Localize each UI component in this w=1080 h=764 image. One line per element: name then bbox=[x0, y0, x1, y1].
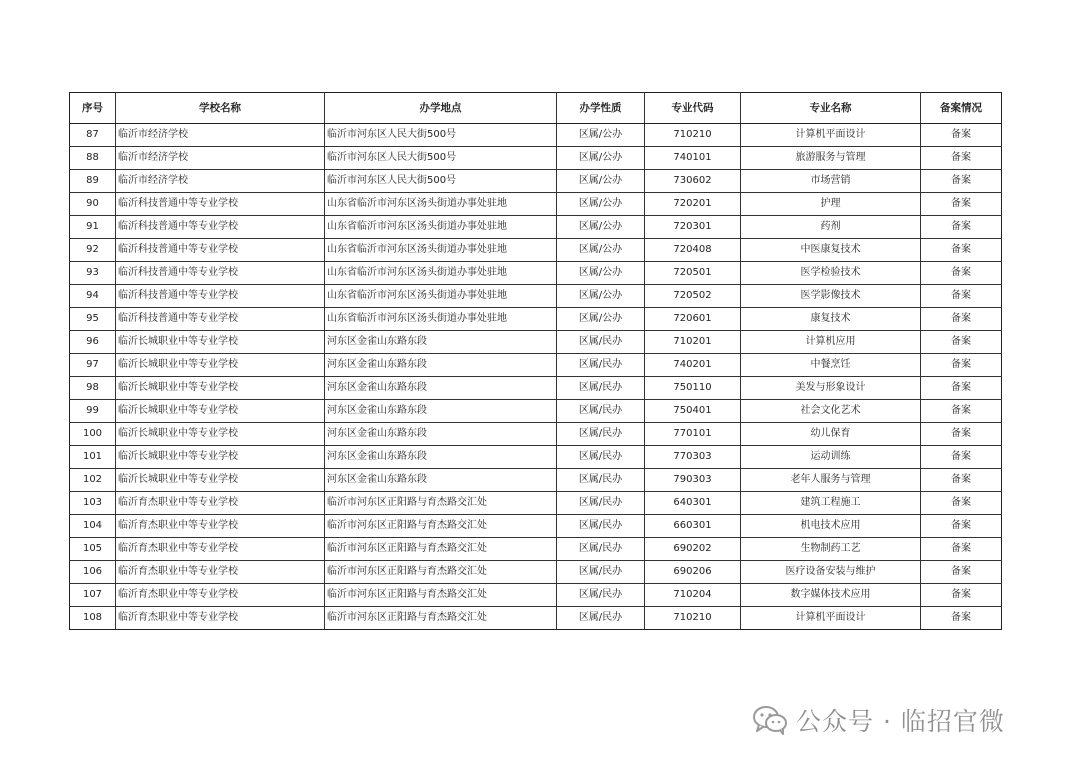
cell-location: 河东区金雀山东路东段 bbox=[325, 354, 557, 377]
cell-major-code: 720201 bbox=[645, 193, 741, 216]
cell-location: 山东省临沂市河东区汤头街道办事处驻地 bbox=[325, 239, 557, 262]
cell-location: 临沂市河东区正阳路与育杰路交汇处 bbox=[325, 515, 557, 538]
cell-major-code: 720501 bbox=[645, 262, 741, 285]
cell-school-name: 临沂长城职业中等专业学校 bbox=[116, 377, 325, 400]
cell-status: 备案 bbox=[921, 377, 1002, 400]
cell-status: 备案 bbox=[921, 400, 1002, 423]
cell-status: 备案 bbox=[921, 515, 1002, 538]
table-row bbox=[70, 584, 1002, 607]
cell-major-code: 720502 bbox=[645, 285, 741, 308]
cell-status: 备案 bbox=[921, 262, 1002, 285]
table-row bbox=[70, 216, 1002, 239]
cell-location: 临沂市河东区正阳路与育杰路交汇处 bbox=[325, 584, 557, 607]
table-row bbox=[70, 400, 1002, 423]
cell-status: 备案 bbox=[921, 607, 1002, 630]
cell-location: 临沂市河东区正阳路与育杰路交汇处 bbox=[325, 492, 557, 515]
cell-major-name: 运动训练 bbox=[741, 446, 921, 469]
table-body bbox=[70, 124, 1002, 630]
cell-status: 备案 bbox=[921, 216, 1002, 239]
cell-status: 备案 bbox=[921, 124, 1002, 147]
cell-location: 临沂市河东区人民大街500号 bbox=[325, 147, 557, 170]
table-row bbox=[70, 607, 1002, 630]
table-row bbox=[70, 124, 1002, 147]
cell-status: 备案 bbox=[921, 584, 1002, 607]
cell-status: 备案 bbox=[921, 285, 1002, 308]
cell-school-name: 临沂科技普通中等专业学校 bbox=[116, 239, 325, 262]
cell-major-code: 710210 bbox=[645, 607, 741, 630]
cell-location: 河东区金雀山东路东段 bbox=[325, 469, 557, 492]
cell-seq: 94 bbox=[70, 285, 116, 308]
cell-nature: 区属/民办 bbox=[557, 423, 645, 446]
cell-location: 临沂市河东区人民大街500号 bbox=[325, 170, 557, 193]
table-row bbox=[70, 193, 1002, 216]
cell-school-name: 临沂育杰职业中等专业学校 bbox=[116, 538, 325, 561]
cell-major-name: 医疗设备安装与维护 bbox=[741, 561, 921, 584]
cell-nature: 区属/民办 bbox=[557, 561, 645, 584]
cell-seq: 101 bbox=[70, 446, 116, 469]
table-row bbox=[70, 515, 1002, 538]
cell-seq: 106 bbox=[70, 561, 116, 584]
cell-school-name: 临沂育杰职业中等专业学校 bbox=[116, 515, 325, 538]
cell-seq: 100 bbox=[70, 423, 116, 446]
cell-school-name: 临沂科技普通中等专业学校 bbox=[116, 262, 325, 285]
cell-status: 备案 bbox=[921, 469, 1002, 492]
cell-nature: 区属/民办 bbox=[557, 538, 645, 561]
cell-major-name: 中餐烹饪 bbox=[741, 354, 921, 377]
header-seq: 序号 bbox=[70, 93, 116, 124]
header-school-name: 学校名称 bbox=[116, 93, 325, 124]
wechat-watermark bbox=[752, 700, 1005, 740]
cell-location: 山东省临沂市河东区汤头街道办事处驻地 bbox=[325, 216, 557, 239]
cell-major-code: 660301 bbox=[645, 515, 741, 538]
cell-major-name: 机电技术应用 bbox=[741, 515, 921, 538]
cell-major-name: 老年人服务与管理 bbox=[741, 469, 921, 492]
cell-seq: 102 bbox=[70, 469, 116, 492]
cell-status: 备案 bbox=[921, 170, 1002, 193]
cell-major-code: 770101 bbox=[645, 423, 741, 446]
cell-school-name: 临沂育杰职业中等专业学校 bbox=[116, 561, 325, 584]
cell-school-name: 临沂市经济学校 bbox=[116, 170, 325, 193]
cell-status: 备案 bbox=[921, 561, 1002, 584]
cell-major-code: 750401 bbox=[645, 400, 741, 423]
cell-school-name: 临沂长城职业中等专业学校 bbox=[116, 354, 325, 377]
table-row bbox=[70, 423, 1002, 446]
cell-major-name: 建筑工程施工 bbox=[741, 492, 921, 515]
cell-status: 备案 bbox=[921, 492, 1002, 515]
table-row bbox=[70, 538, 1002, 561]
cell-major-code: 720601 bbox=[645, 308, 741, 331]
cell-seq: 97 bbox=[70, 354, 116, 377]
cell-seq: 89 bbox=[70, 170, 116, 193]
cell-status: 备案 bbox=[921, 331, 1002, 354]
cell-major-code: 640301 bbox=[645, 492, 741, 515]
cell-status: 备案 bbox=[921, 423, 1002, 446]
cell-seq: 107 bbox=[70, 584, 116, 607]
cell-major-name: 数字媒体技术应用 bbox=[741, 584, 921, 607]
cell-nature: 区属/公办 bbox=[557, 285, 645, 308]
cell-major-name: 旅游服务与管理 bbox=[741, 147, 921, 170]
header-nature: 办学性质 bbox=[557, 93, 645, 124]
cell-seq: 93 bbox=[70, 262, 116, 285]
cell-major-code: 720408 bbox=[645, 239, 741, 262]
table-row bbox=[70, 354, 1002, 377]
cell-school-name: 临沂育杰职业中等专业学校 bbox=[116, 607, 325, 630]
cell-status: 备案 bbox=[921, 354, 1002, 377]
cell-seq: 108 bbox=[70, 607, 116, 630]
cell-major-code: 740201 bbox=[645, 354, 741, 377]
cell-major-name: 中医康复技术 bbox=[741, 239, 921, 262]
cell-school-name: 临沂科技普通中等专业学校 bbox=[116, 193, 325, 216]
cell-major-name: 药剂 bbox=[741, 216, 921, 239]
cell-location: 山东省临沂市河东区汤头街道办事处驻地 bbox=[325, 285, 557, 308]
cell-nature: 区属/民办 bbox=[557, 469, 645, 492]
cell-major-code: 730602 bbox=[645, 170, 741, 193]
cell-location: 河东区金雀山东路东段 bbox=[325, 423, 557, 446]
cell-nature: 区属/公办 bbox=[557, 262, 645, 285]
cell-seq: 92 bbox=[70, 239, 116, 262]
cell-major-code: 790303 bbox=[645, 469, 741, 492]
cell-school-name: 临沂育杰职业中等专业学校 bbox=[116, 584, 325, 607]
cell-major-name: 护理 bbox=[741, 193, 921, 216]
cell-school-name: 临沂长城职业中等专业学校 bbox=[116, 469, 325, 492]
cell-seq: 96 bbox=[70, 331, 116, 354]
table-row bbox=[70, 170, 1002, 193]
cell-major-name: 社会文化艺术 bbox=[741, 400, 921, 423]
table-row bbox=[70, 492, 1002, 515]
cell-seq: 87 bbox=[70, 124, 116, 147]
header-row bbox=[70, 93, 1002, 124]
cell-location: 临沂市河东区正阳路与育杰路交汇处 bbox=[325, 538, 557, 561]
cell-seq: 95 bbox=[70, 308, 116, 331]
cell-nature: 区属/民办 bbox=[557, 446, 645, 469]
cell-major-code: 710201 bbox=[645, 331, 741, 354]
cell-school-name: 临沂市经济学校 bbox=[116, 147, 325, 170]
table-row bbox=[70, 285, 1002, 308]
cell-seq: 99 bbox=[70, 400, 116, 423]
cell-school-name: 临沂科技普通中等专业学校 bbox=[116, 216, 325, 239]
cell-major-code: 690206 bbox=[645, 561, 741, 584]
cell-status: 备案 bbox=[921, 147, 1002, 170]
cell-major-name: 生物制药工艺 bbox=[741, 538, 921, 561]
cell-school-name: 临沂市经济学校 bbox=[116, 124, 325, 147]
cell-major-name: 市场营销 bbox=[741, 170, 921, 193]
cell-nature: 区属/公办 bbox=[557, 193, 645, 216]
cell-nature: 区属/公办 bbox=[557, 170, 645, 193]
cell-location: 河东区金雀山东路东段 bbox=[325, 331, 557, 354]
header-major-code: 专业代码 bbox=[645, 93, 741, 124]
cell-seq: 104 bbox=[70, 515, 116, 538]
cell-major-code: 710210 bbox=[645, 124, 741, 147]
cell-nature: 区属/公办 bbox=[557, 216, 645, 239]
cell-major-code: 690202 bbox=[645, 538, 741, 561]
table-header bbox=[70, 93, 1002, 124]
table-row bbox=[70, 239, 1002, 262]
header-major-name: 专业名称 bbox=[741, 93, 921, 124]
cell-major-code: 720301 bbox=[645, 216, 741, 239]
cell-status: 备案 bbox=[921, 446, 1002, 469]
cell-nature: 区属/民办 bbox=[557, 400, 645, 423]
cell-major-name: 美发与形象设计 bbox=[741, 377, 921, 400]
cell-location: 临沂市河东区正阳路与育杰路交汇处 bbox=[325, 607, 557, 630]
cell-major-name: 康复技术 bbox=[741, 308, 921, 331]
cell-major-code: 750110 bbox=[645, 377, 741, 400]
cell-school-name: 临沂长城职业中等专业学校 bbox=[116, 331, 325, 354]
cell-nature: 区属/民办 bbox=[557, 331, 645, 354]
cell-major-name: 计算机平面设计 bbox=[741, 124, 921, 147]
cell-major-name: 计算机平面设计 bbox=[741, 607, 921, 630]
cell-nature: 区属/公办 bbox=[557, 308, 645, 331]
cell-major-code: 770303 bbox=[645, 446, 741, 469]
cell-school-name: 临沂长城职业中等专业学校 bbox=[116, 446, 325, 469]
cell-major-name: 医学影像技术 bbox=[741, 285, 921, 308]
cell-seq: 90 bbox=[70, 193, 116, 216]
cell-nature: 区属/公办 bbox=[557, 124, 645, 147]
cell-seq: 91 bbox=[70, 216, 116, 239]
cell-nature: 区属/公办 bbox=[557, 239, 645, 262]
cell-location: 临沂市河东区人民大街500号 bbox=[325, 124, 557, 147]
cell-seq: 103 bbox=[70, 492, 116, 515]
cell-status: 备案 bbox=[921, 239, 1002, 262]
cell-location: 山东省临沂市河东区汤头街道办事处驻地 bbox=[325, 308, 557, 331]
header-location: 办学地点 bbox=[325, 93, 557, 124]
cell-major-name: 计算机应用 bbox=[741, 331, 921, 354]
table-row bbox=[70, 377, 1002, 400]
header-status: 备案情况 bbox=[921, 93, 1002, 124]
cell-nature: 区属/民办 bbox=[557, 515, 645, 538]
wechat-icon bbox=[752, 705, 788, 735]
cell-location: 河东区金雀山东路东段 bbox=[325, 377, 557, 400]
table-row bbox=[70, 446, 1002, 469]
table-row bbox=[70, 308, 1002, 331]
cell-status: 备案 bbox=[921, 193, 1002, 216]
cell-school-name: 临沂育杰职业中等专业学校 bbox=[116, 492, 325, 515]
cell-seq: 105 bbox=[70, 538, 116, 561]
cell-location: 河东区金雀山东路东段 bbox=[325, 400, 557, 423]
table-row bbox=[70, 561, 1002, 584]
cell-major-name: 医学检验技术 bbox=[741, 262, 921, 285]
cell-nature: 区属/民办 bbox=[557, 354, 645, 377]
cell-major-name: 幼儿保育 bbox=[741, 423, 921, 446]
cell-location: 临沂市河东区正阳路与育杰路交汇处 bbox=[325, 561, 557, 584]
cell-major-code: 710204 bbox=[645, 584, 741, 607]
table-row bbox=[70, 262, 1002, 285]
cell-school-name: 临沂科技普通中等专业学校 bbox=[116, 308, 325, 331]
registry-table bbox=[69, 92, 1002, 630]
cell-nature: 区属/民办 bbox=[557, 607, 645, 630]
table-row bbox=[70, 331, 1002, 354]
cell-nature: 区属/民办 bbox=[557, 377, 645, 400]
cell-major-code: 740101 bbox=[645, 147, 741, 170]
cell-school-name: 临沂长城职业中等专业学校 bbox=[116, 423, 325, 446]
cell-seq: 88 bbox=[70, 147, 116, 170]
cell-status: 备案 bbox=[921, 308, 1002, 331]
cell-seq: 98 bbox=[70, 377, 116, 400]
cell-location: 河东区金雀山东路东段 bbox=[325, 446, 557, 469]
cell-nature: 区属/民办 bbox=[557, 584, 645, 607]
table-row bbox=[70, 469, 1002, 492]
table-row bbox=[70, 147, 1002, 170]
cell-school-name: 临沂长城职业中等专业学校 bbox=[116, 400, 325, 423]
cell-nature: 区属/民办 bbox=[557, 492, 645, 515]
cell-status: 备案 bbox=[921, 538, 1002, 561]
watermark-text: 公众号 · 临招官微 bbox=[796, 707, 1005, 736]
cell-nature: 区属/公办 bbox=[557, 147, 645, 170]
cell-location: 山东省临沂市河东区汤头街道办事处驻地 bbox=[325, 262, 557, 285]
cell-school-name: 临沂科技普通中等专业学校 bbox=[116, 285, 325, 308]
cell-location: 山东省临沂市河东区汤头街道办事处驻地 bbox=[325, 193, 557, 216]
